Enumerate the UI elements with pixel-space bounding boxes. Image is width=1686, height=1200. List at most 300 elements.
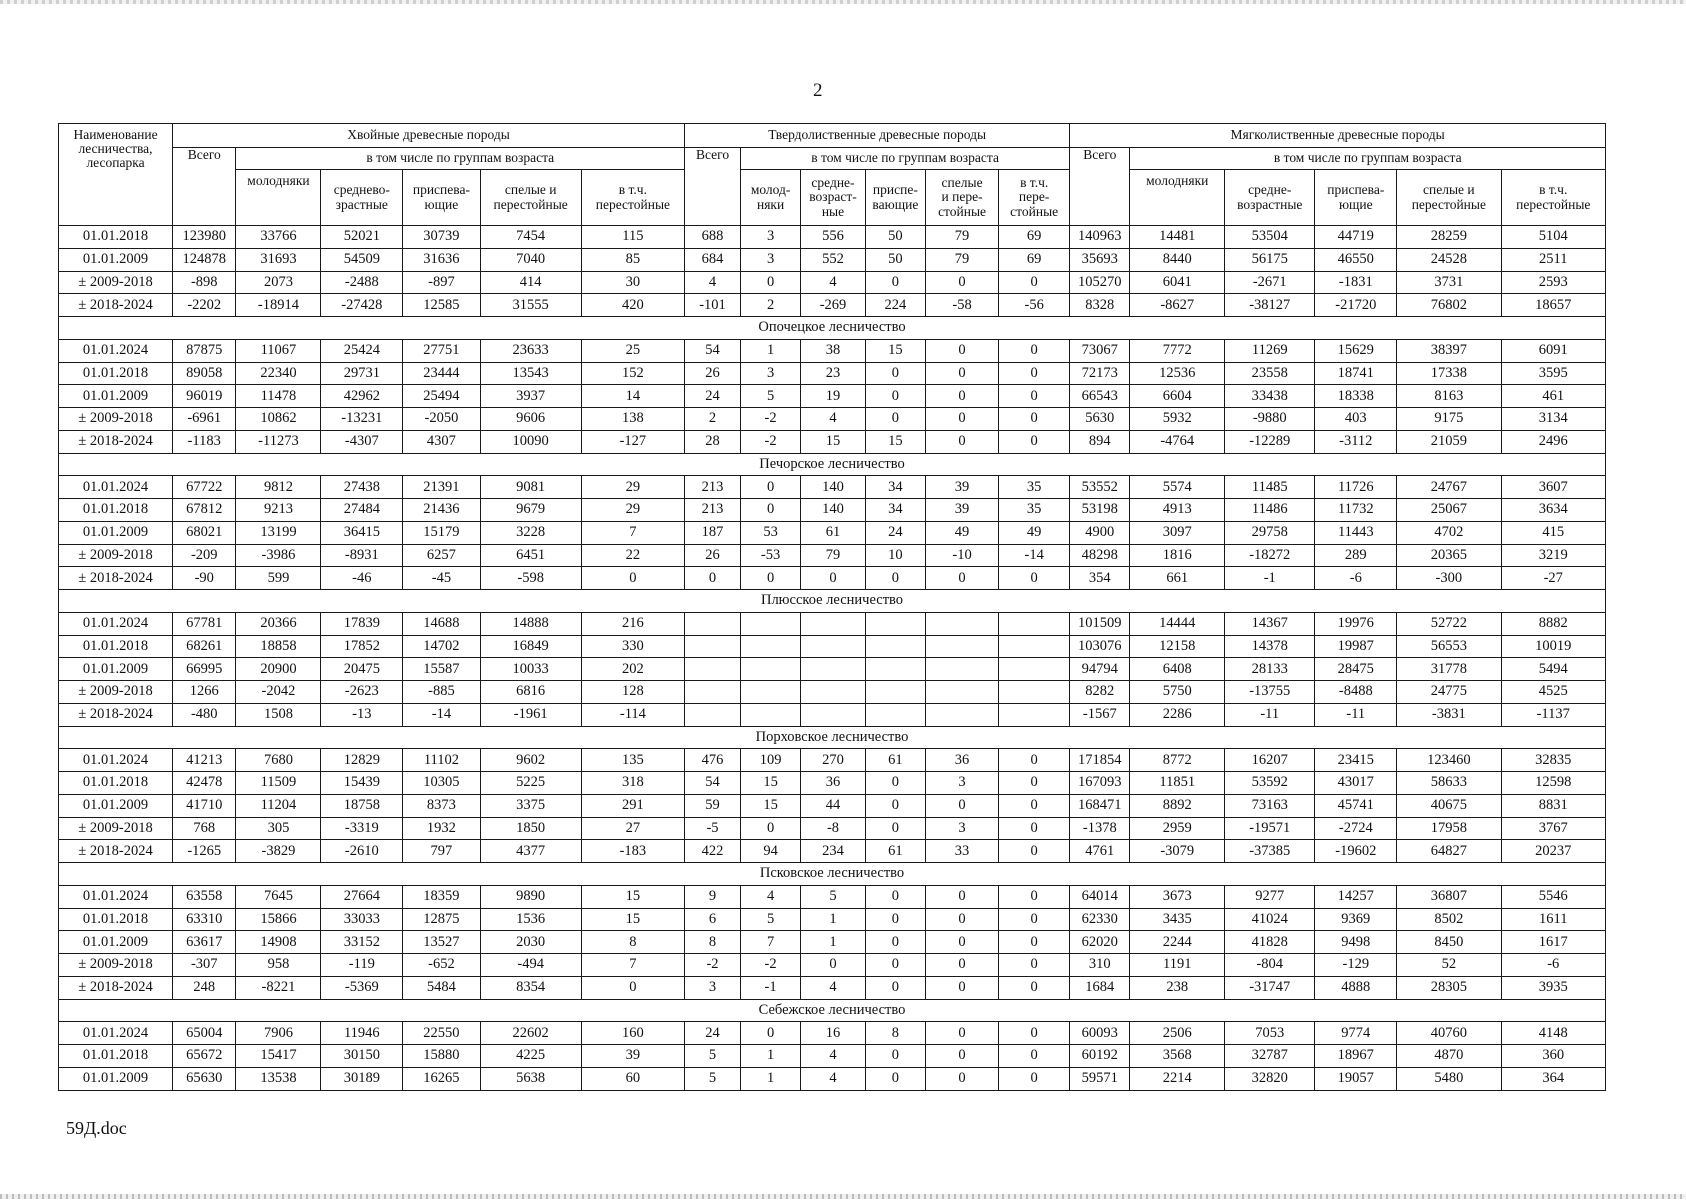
table-cell	[740, 658, 800, 681]
table-cell: 1	[740, 1045, 800, 1068]
header-sub-middle-aged: средне- возраст- ные	[801, 170, 866, 226]
table-cell: 0	[999, 1067, 1070, 1090]
table-cell: 2959	[1130, 817, 1225, 840]
table-cell: 29	[581, 476, 684, 499]
table-cell: 27664	[321, 885, 403, 908]
table-cell: 3	[740, 248, 800, 271]
table-cell: 12598	[1501, 772, 1606, 795]
table-row	[59, 908, 1606, 931]
table-cell: 4225	[480, 1045, 581, 1068]
table-cell: 9213	[236, 499, 321, 522]
table-cell: 2	[685, 408, 741, 431]
table-cell: 21436	[403, 499, 480, 522]
table-row	[59, 1022, 1606, 1045]
table-cell: 0	[925, 976, 998, 999]
table-cell: 20366	[236, 612, 321, 635]
table-cell: 14481	[1130, 226, 1225, 249]
table-cell: 422	[685, 840, 741, 863]
table-cell: 5750	[1130, 681, 1225, 704]
table-cell	[740, 703, 800, 726]
table-cell: -4764	[1130, 430, 1225, 453]
table-cell: -8	[801, 817, 866, 840]
table-cell: 9277	[1225, 885, 1315, 908]
table-cell: 8373	[403, 794, 480, 817]
table-cell: 36807	[1397, 885, 1501, 908]
table-cell: 30189	[321, 1067, 403, 1090]
table-cell: 0	[999, 385, 1070, 408]
table-cell: 15866	[236, 908, 321, 931]
table-row	[59, 339, 1606, 362]
table-cell: -3986	[236, 544, 321, 567]
table-row	[59, 885, 1606, 908]
table-cell: 11478	[236, 385, 321, 408]
table-cell: 291	[581, 794, 684, 817]
table-cell	[925, 703, 998, 726]
table-cell: -898	[173, 271, 236, 294]
table-cell: 24	[685, 1022, 741, 1045]
table-cell: 8831	[1501, 794, 1606, 817]
table-cell: -307	[173, 954, 236, 977]
table-cell: 25067	[1397, 499, 1501, 522]
row-label: ± 2018-2024	[59, 976, 173, 999]
table-cell	[801, 681, 866, 704]
table-cell: -1183	[173, 430, 236, 453]
table-cell: -18272	[1225, 544, 1315, 567]
table-cell: 17338	[1397, 362, 1501, 385]
table-cell: 25	[581, 339, 684, 362]
row-label: 01.01.2009	[59, 931, 173, 954]
table-cell: 3767	[1501, 817, 1606, 840]
table-cell: 13199	[236, 521, 321, 544]
table-cell: -38127	[1225, 294, 1315, 317]
table-cell: 684	[685, 248, 741, 271]
table-cell: -3829	[236, 840, 321, 863]
table-row	[59, 1045, 1606, 1068]
table-cell: 8282	[1070, 681, 1130, 704]
table-cell: 9369	[1315, 908, 1397, 931]
table-cell: 0	[925, 430, 998, 453]
table-cell	[740, 612, 800, 635]
table-cell: 5546	[1501, 885, 1606, 908]
table-cell: 5	[740, 908, 800, 931]
table-cell: 11726	[1315, 476, 1397, 499]
table-cell: 26	[685, 362, 741, 385]
table-cell: 38397	[1397, 339, 1501, 362]
table-cell: 0	[925, 567, 998, 590]
table-cell: 13527	[403, 931, 480, 954]
section-title: Себежское лесничество	[59, 999, 1606, 1022]
table-cell: 3595	[1501, 362, 1606, 385]
table-cell: -6	[1315, 567, 1397, 590]
table-cell: 15880	[403, 1045, 480, 1068]
table-cell: 3435	[1130, 908, 1225, 931]
section-row	[59, 590, 1606, 613]
table-cell: 68021	[173, 521, 236, 544]
table-cell: -11	[1315, 703, 1397, 726]
table-cell: 29	[581, 499, 684, 522]
table-cell: 1508	[236, 703, 321, 726]
table-cell: 128	[581, 681, 684, 704]
table-cell: -114	[581, 703, 684, 726]
table-cell: 14888	[480, 612, 581, 635]
table-cell: -1265	[173, 840, 236, 863]
table-cell: 0	[925, 385, 998, 408]
table-cell: 8163	[1397, 385, 1501, 408]
table-cell: 8354	[480, 976, 581, 999]
table-cell: 33033	[321, 908, 403, 931]
table-cell: 2506	[1130, 1022, 1225, 1045]
section-title: Псковское лесничество	[59, 863, 1606, 886]
table-cell: 213	[685, 499, 741, 522]
table-cell: 34	[865, 476, 925, 499]
table-cell: 4	[740, 885, 800, 908]
table-cell: 22340	[236, 362, 321, 385]
table-cell	[685, 658, 741, 681]
table-cell: 15	[740, 794, 800, 817]
table-cell	[999, 681, 1070, 704]
table-cell: -45	[403, 567, 480, 590]
table-cell: 6408	[1130, 658, 1225, 681]
table-cell: 19057	[1315, 1067, 1397, 1090]
table-cell: 14257	[1315, 885, 1397, 908]
table-cell: 4525	[1501, 681, 1606, 704]
table-cell: -2050	[403, 408, 480, 431]
table-cell: 23558	[1225, 362, 1315, 385]
table-cell: 27484	[321, 499, 403, 522]
table-row	[59, 294, 1606, 317]
table-cell: 65672	[173, 1045, 236, 1068]
table-cell: 53592	[1225, 772, 1315, 795]
table-cell: 5	[685, 1067, 741, 1090]
table-cell: -300	[1397, 567, 1501, 590]
table-cell: 43017	[1315, 772, 1397, 795]
section-row	[59, 999, 1606, 1022]
table-cell: 15	[865, 430, 925, 453]
table-cell: 62330	[1070, 908, 1130, 931]
row-label: 01.01.2018	[59, 1045, 173, 1068]
table-cell: 14444	[1130, 612, 1225, 635]
table-cell: 187	[685, 521, 741, 544]
table-cell: 3228	[480, 521, 581, 544]
row-label: 01.01.2009	[59, 385, 173, 408]
table-cell: -2	[740, 954, 800, 977]
table-cell: 3937	[480, 385, 581, 408]
table-row	[59, 385, 1606, 408]
table-row	[59, 703, 1606, 726]
table-cell: 476	[685, 749, 741, 772]
table-cell: 28133	[1225, 658, 1315, 681]
table-cell: 49	[999, 521, 1070, 544]
table-cell: -885	[403, 681, 480, 704]
section-row	[59, 726, 1606, 749]
table-cell: 56553	[1397, 635, 1501, 658]
table-cell: 19	[801, 385, 866, 408]
table-cell: 36415	[321, 521, 403, 544]
table-cell: 552	[801, 248, 866, 271]
table-cell: 5	[685, 1045, 741, 1068]
table-cell: 958	[236, 954, 321, 977]
table-cell: 41828	[1225, 931, 1315, 954]
table-cell: 0	[865, 817, 925, 840]
table-cell: -2610	[321, 840, 403, 863]
table-cell: 0	[865, 885, 925, 908]
table-cell: 53	[740, 521, 800, 544]
header-total-coniferous: Всего	[173, 148, 236, 226]
table-body	[59, 226, 1606, 1091]
table-cell: 1	[740, 339, 800, 362]
table-cell: 25494	[403, 385, 480, 408]
table-cell: 9081	[480, 476, 581, 499]
table-cell: 53552	[1070, 476, 1130, 499]
table-cell: 54509	[321, 248, 403, 271]
table-cell: 22	[581, 544, 684, 567]
header-sub-middle-aged: среднево- зрастные	[321, 170, 403, 226]
section-title: Опочецкое лесничество	[59, 317, 1606, 340]
table-cell: 7	[581, 521, 684, 544]
table-cell: -5369	[321, 976, 403, 999]
table-cell	[685, 612, 741, 635]
table-cell: 1932	[403, 817, 480, 840]
header-sub-mature: спелые и перестойные	[1397, 170, 1501, 226]
table-cell: 11067	[236, 339, 321, 362]
table-cell: 224	[865, 294, 925, 317]
table-cell: 9602	[480, 749, 581, 772]
table-cell: 28259	[1397, 226, 1501, 249]
table-cell: 3219	[1501, 544, 1606, 567]
table-cell: 2073	[236, 271, 321, 294]
table-cell: 0	[801, 954, 866, 977]
header-by-age-hardwood: в том числе по группам возраста	[740, 148, 1069, 170]
table-cell: -6	[1501, 954, 1606, 977]
table-row	[59, 476, 1606, 499]
table-cell: 59571	[1070, 1067, 1130, 1090]
table-cell: 9498	[1315, 931, 1397, 954]
table-cell: 54	[685, 772, 741, 795]
table-cell: 13538	[236, 1067, 321, 1090]
table-cell: 40675	[1397, 794, 1501, 817]
table-cell: 14908	[236, 931, 321, 954]
table-cell: 15587	[403, 658, 480, 681]
table-cell	[999, 703, 1070, 726]
table-row	[59, 976, 1606, 999]
table-cell: 20475	[321, 658, 403, 681]
table-cell: 73163	[1225, 794, 1315, 817]
table-cell: 22602	[480, 1022, 581, 1045]
table-cell: 7906	[236, 1022, 321, 1045]
table-cell: 11732	[1315, 499, 1397, 522]
table-cell: 94	[740, 840, 800, 863]
table-cell: 61	[801, 521, 866, 544]
table-cell: 52722	[1397, 612, 1501, 635]
table-cell: 3607	[1501, 476, 1606, 499]
table-cell: 24767	[1397, 476, 1501, 499]
table-cell: -18914	[236, 294, 321, 317]
table-cell: -897	[403, 271, 480, 294]
table-cell: 50	[865, 248, 925, 271]
table-cell: -19602	[1315, 840, 1397, 863]
table-cell: -598	[480, 567, 581, 590]
table-cell: 0	[685, 567, 741, 590]
table-cell: 3	[925, 772, 998, 795]
row-label: ± 2018-2024	[59, 703, 173, 726]
table-cell: 24	[685, 385, 741, 408]
table-cell: 3568	[1130, 1045, 1225, 1068]
table-cell: 49	[925, 521, 998, 544]
table-cell: 11204	[236, 794, 321, 817]
table-cell: -1961	[480, 703, 581, 726]
table-cell: 15179	[403, 521, 480, 544]
table-row	[59, 612, 1606, 635]
table-cell: 79	[925, 248, 998, 271]
table-cell: 0	[999, 362, 1070, 385]
table-cell: 13543	[480, 362, 581, 385]
table-cell: 2496	[1501, 430, 1606, 453]
table-cell: 15	[581, 908, 684, 931]
table-cell: 0	[925, 1067, 998, 1090]
table-cell: 0	[925, 1045, 998, 1068]
row-label: 01.01.2009	[59, 658, 173, 681]
table-cell: 135	[581, 749, 684, 772]
table-cell: -58	[925, 294, 998, 317]
table-cell: 26	[685, 544, 741, 567]
table-cell: 7	[740, 931, 800, 954]
table-cell: -6961	[173, 408, 236, 431]
table-row	[59, 931, 1606, 954]
table-cell: 0	[999, 567, 1070, 590]
table-cell: 0	[865, 772, 925, 795]
table-cell: 20900	[236, 658, 321, 681]
table-cell: 2511	[1501, 248, 1606, 271]
table-cell: 0	[999, 408, 1070, 431]
table-cell: 52021	[321, 226, 403, 249]
table-cell: 54	[685, 339, 741, 362]
table-cell	[801, 703, 866, 726]
table-cell: -1378	[1070, 817, 1130, 840]
table-cell: 0	[865, 408, 925, 431]
table-cell: -21720	[1315, 294, 1397, 317]
table-cell	[865, 703, 925, 726]
table-cell: -56	[999, 294, 1070, 317]
table-cell: 0	[740, 271, 800, 294]
table-cell: 3134	[1501, 408, 1606, 431]
table-cell: 0	[999, 908, 1070, 931]
table-cell: -804	[1225, 954, 1315, 977]
table-cell	[740, 681, 800, 704]
table-cell: 3	[740, 362, 800, 385]
table-cell: 4900	[1070, 521, 1130, 544]
table-cell: 8502	[1397, 908, 1501, 931]
table-cell: 65004	[173, 1022, 236, 1045]
table-cell: 234	[801, 840, 866, 863]
table-cell: 797	[403, 840, 480, 863]
table-cell: 15	[740, 772, 800, 795]
table-cell: 310	[1070, 954, 1130, 977]
table-cell: 85	[581, 248, 684, 271]
table-cell: 0	[865, 567, 925, 590]
table-cell: 140	[801, 499, 866, 522]
table-cell: 0	[865, 271, 925, 294]
table-cell: 61	[865, 840, 925, 863]
table-row	[59, 794, 1606, 817]
row-label: ± 2018-2024	[59, 840, 173, 863]
table-cell: 20365	[1397, 544, 1501, 567]
table-cell: 0	[865, 931, 925, 954]
table-row	[59, 544, 1606, 567]
table-cell: 52	[1397, 954, 1501, 977]
row-label: ± 2009-2018	[59, 408, 173, 431]
table-cell: 79	[925, 226, 998, 249]
table-cell: 0	[740, 567, 800, 590]
table-cell: 11485	[1225, 476, 1315, 499]
table-cell: 0	[925, 885, 998, 908]
table-cell: 35	[999, 476, 1070, 499]
table-cell: 7680	[236, 749, 321, 772]
table-cell: -652	[403, 954, 480, 977]
table-cell: 9175	[1397, 408, 1501, 431]
table-cell	[685, 635, 741, 658]
table-cell: 599	[236, 567, 321, 590]
table-cell: 124878	[173, 248, 236, 271]
section-row	[59, 863, 1606, 886]
table-cell: 53504	[1225, 226, 1315, 249]
table-cell: 8	[581, 931, 684, 954]
table-cell: 33766	[236, 226, 321, 249]
table-cell: 27438	[321, 476, 403, 499]
table-cell: 661	[1130, 567, 1225, 590]
table-cell	[999, 658, 1070, 681]
table-cell: 0	[999, 817, 1070, 840]
table-cell: 60192	[1070, 1045, 1130, 1068]
forest-age-table	[58, 123, 1606, 1091]
row-label: 01.01.2018	[59, 635, 173, 658]
table-cell: 3673	[1130, 885, 1225, 908]
header-total-hardwood: Всего	[685, 148, 741, 226]
table-cell: 14688	[403, 612, 480, 635]
table-cell: 354	[1070, 567, 1130, 590]
table-cell	[801, 658, 866, 681]
table-cell: 0	[999, 976, 1070, 999]
row-label: 01.01.2024	[59, 749, 173, 772]
table-cell: 9606	[480, 408, 581, 431]
table-cell: 15439	[321, 772, 403, 795]
row-label: 01.01.2018	[59, 772, 173, 795]
table-cell: 18359	[403, 885, 480, 908]
table-cell: 0	[581, 567, 684, 590]
header-sub-overmature: в т.ч. пере- стойные	[999, 170, 1070, 226]
table-cell: -14	[403, 703, 480, 726]
table-cell: 289	[1315, 544, 1397, 567]
table-row	[59, 521, 1606, 544]
row-label: 01.01.2024	[59, 339, 173, 362]
table-cell: 138	[581, 408, 684, 431]
table-row	[59, 499, 1606, 522]
header-sub-mature: спелые и пере- стойные	[925, 170, 998, 226]
table-cell: -101	[685, 294, 741, 317]
table-cell: -13755	[1225, 681, 1315, 704]
table-cell: 123460	[1397, 749, 1501, 772]
table-cell: 41024	[1225, 908, 1315, 931]
table-cell: 5638	[480, 1067, 581, 1090]
table-cell: -3079	[1130, 840, 1225, 863]
table-cell: 44	[801, 794, 866, 817]
table-cell: 109	[740, 749, 800, 772]
table-cell: 33	[925, 840, 998, 863]
table-cell: 4377	[480, 840, 581, 863]
table-cell: 414	[480, 271, 581, 294]
scan-edge-top	[0, 0, 1686, 4]
table-cell: 0	[999, 885, 1070, 908]
table-cell: 56175	[1225, 248, 1315, 271]
